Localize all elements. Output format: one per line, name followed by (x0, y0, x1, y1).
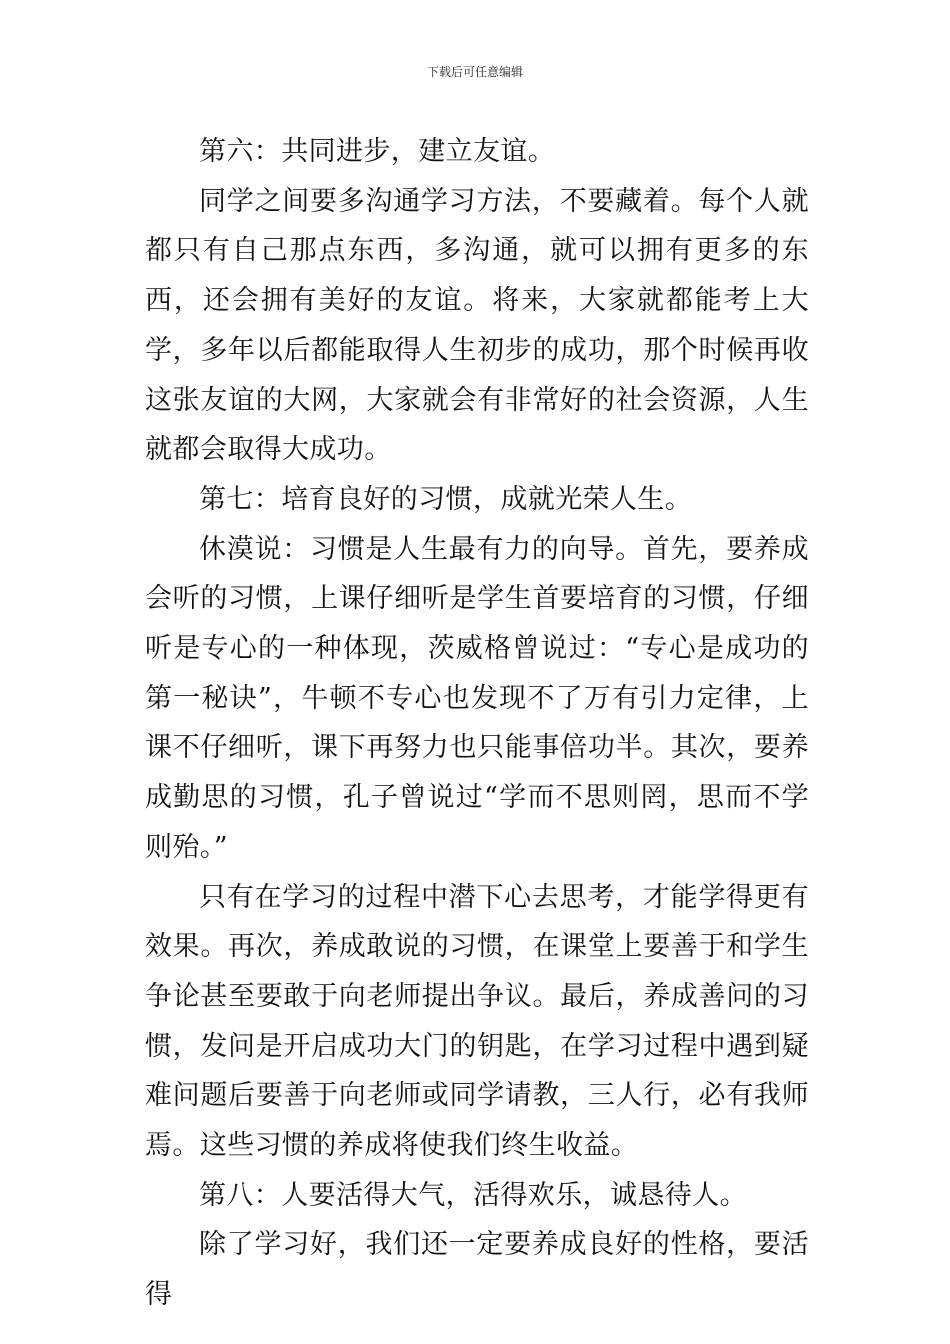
paragraph-character: 除了学习好，我们还一定要养成良好的性格，要活得 (145, 1229, 809, 1311)
page-header: 下载后可任意编辑 (426, 65, 523, 79)
paragraph-friendship: 同学之间要多沟通学习方法，不要藏着。每个人就都只有自己那点东西，多沟通，就可以拥有更多的东西，还会拥有美好的友谊。将来，大家就都能考上大学，多年以后都能取得人生初步的成功，那个时候再收这张友谊的大网，大家就会有非常好的社会资源，人生就都会取得大成功。 (145, 185, 809, 466)
heading-section-6: 第六：共同进步，建立友谊。 (199, 136, 556, 167)
heading-section-7: 第七：培育良好的习惯，成就光荣人生。 (199, 483, 693, 515)
heading-section-8: 第八：人要活得大气，活得欢乐，诚恳待人。 (199, 1179, 747, 1211)
paragraph-habits-thinking: 只有在学习的过程中潜下心去思考，才能学得更有效果。再次，养成敢说的习惯，在课堂上要善于和学生争论甚至要敢于向老师提出争议。最后，养成善问的习惯，发问是开启成功大门的钥匙，在学习过程中遇到疑难问题后要善于向老师或同学请教，三人行，必有我师焉。这些习惯的养成将使我们终生收益。 (145, 881, 809, 1162)
paragraph-habits-listening: 休漠说：习惯是人生最有力的向导。首先，要养成会听的习惯，上课仔细听是学生首要培育的习惯，仔细听是专心的一种体现，茨威格曾说过：“专心是成功的第一秘诀”，牛顿不专心也发现不了万有引力定律，上课不仔细听，课下再努力也只能事倍功半。其次，要养成勤思的习惯，孔子曾说过“学而不思则罔，思而不学则殆。” (145, 533, 809, 863)
document-body (145, 127, 809, 1320)
